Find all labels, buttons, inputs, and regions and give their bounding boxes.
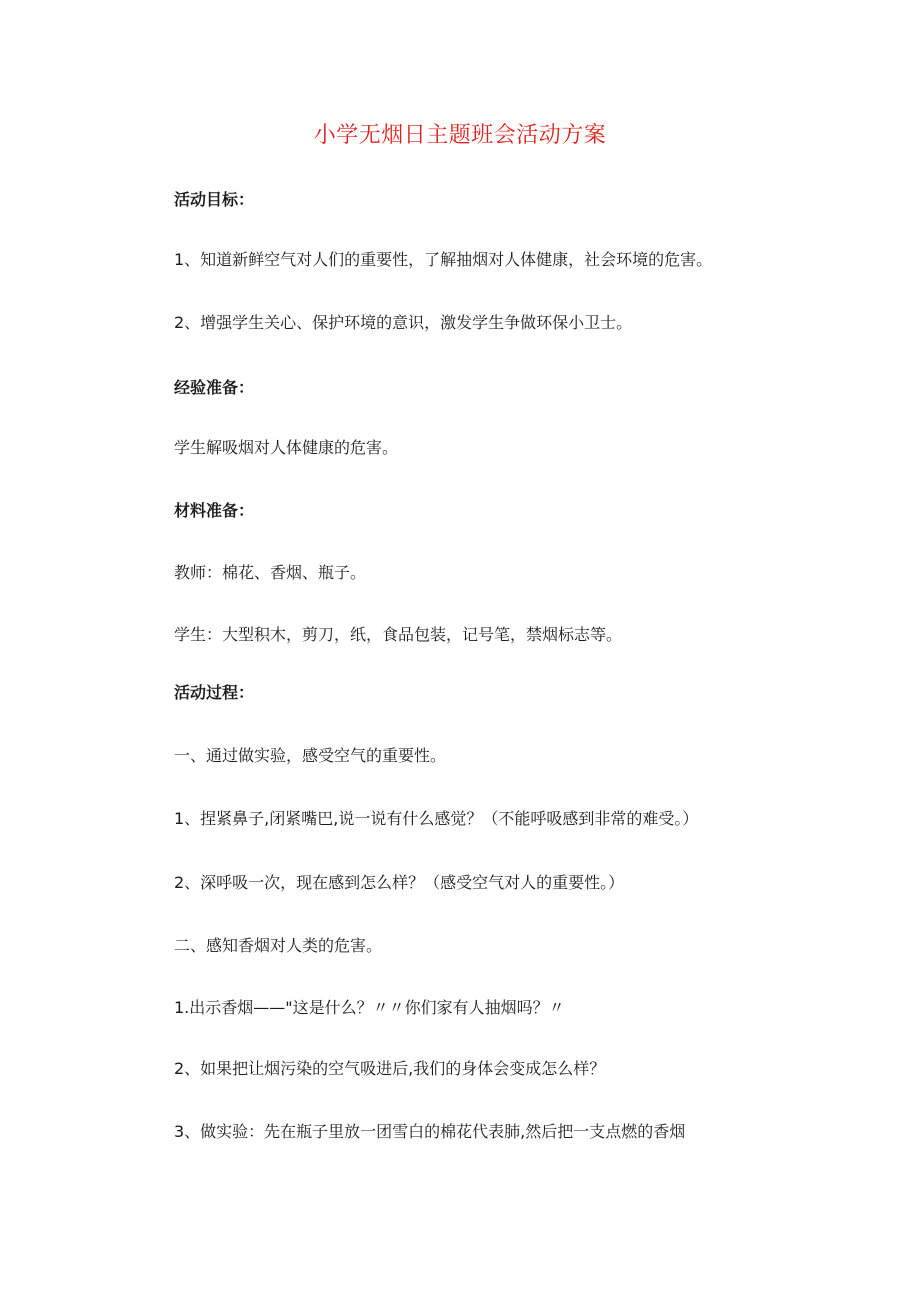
document-title: 小学无烟日主题班会活动方案: [313, 123, 607, 148]
paragraph-student-materials: 学生：大型积木，剪刀，纸，食品包装，记号笔，禁烟标志等。: [174, 625, 623, 644]
step-2-2: 2、如果把让烟污染的空气吸进后,我们的身体会变成怎么样？: [174, 1059, 606, 1078]
heading-experience-prep: 经验准备：: [174, 378, 255, 397]
heading-activity-goals: 活动目标：: [174, 190, 255, 209]
step-2-3: 3、做实验：先在瓶子里放一团雪白的棉花代表肺,然后把一支点燃的香烟: [174, 1122, 686, 1141]
section-one-title: 一、通过做实验，感受空气的重要性。: [174, 746, 447, 765]
step-2-1: 1.出示香烟——"这是什么？〃〃你们家有人抽烟吗？〃: [174, 998, 565, 1017]
step-1-2: 2、深呼吸一次，现在感到怎么样？（感受空气对人的重要性。）: [174, 873, 625, 892]
paragraph-experience: 学生解吸烟对人体健康的危害。: [174, 438, 399, 457]
step-1-1: 1、捏紧鼻子,闭紧嘴巴,说一说有什么感觉？（不能呼吸感到非常的难受。）: [174, 809, 699, 828]
paragraph-teacher-materials: 教师：棉花、香烟、瓶子。: [174, 563, 367, 582]
section-two-title: 二、感知香烟对人类的危害。: [174, 936, 383, 955]
heading-activity-process: 活动过程：: [174, 683, 255, 702]
paragraph-goal-2: 2、增强学生关心、保护环境的意识，激发学生争做环保小卫士。: [174, 313, 633, 332]
heading-materials-prep: 材料准备：: [174, 501, 255, 520]
paragraph-goal-1: 1、知道新鲜空气对人们的重要性，了解抽烟对人体健康，社会环境的危害。: [174, 250, 713, 269]
